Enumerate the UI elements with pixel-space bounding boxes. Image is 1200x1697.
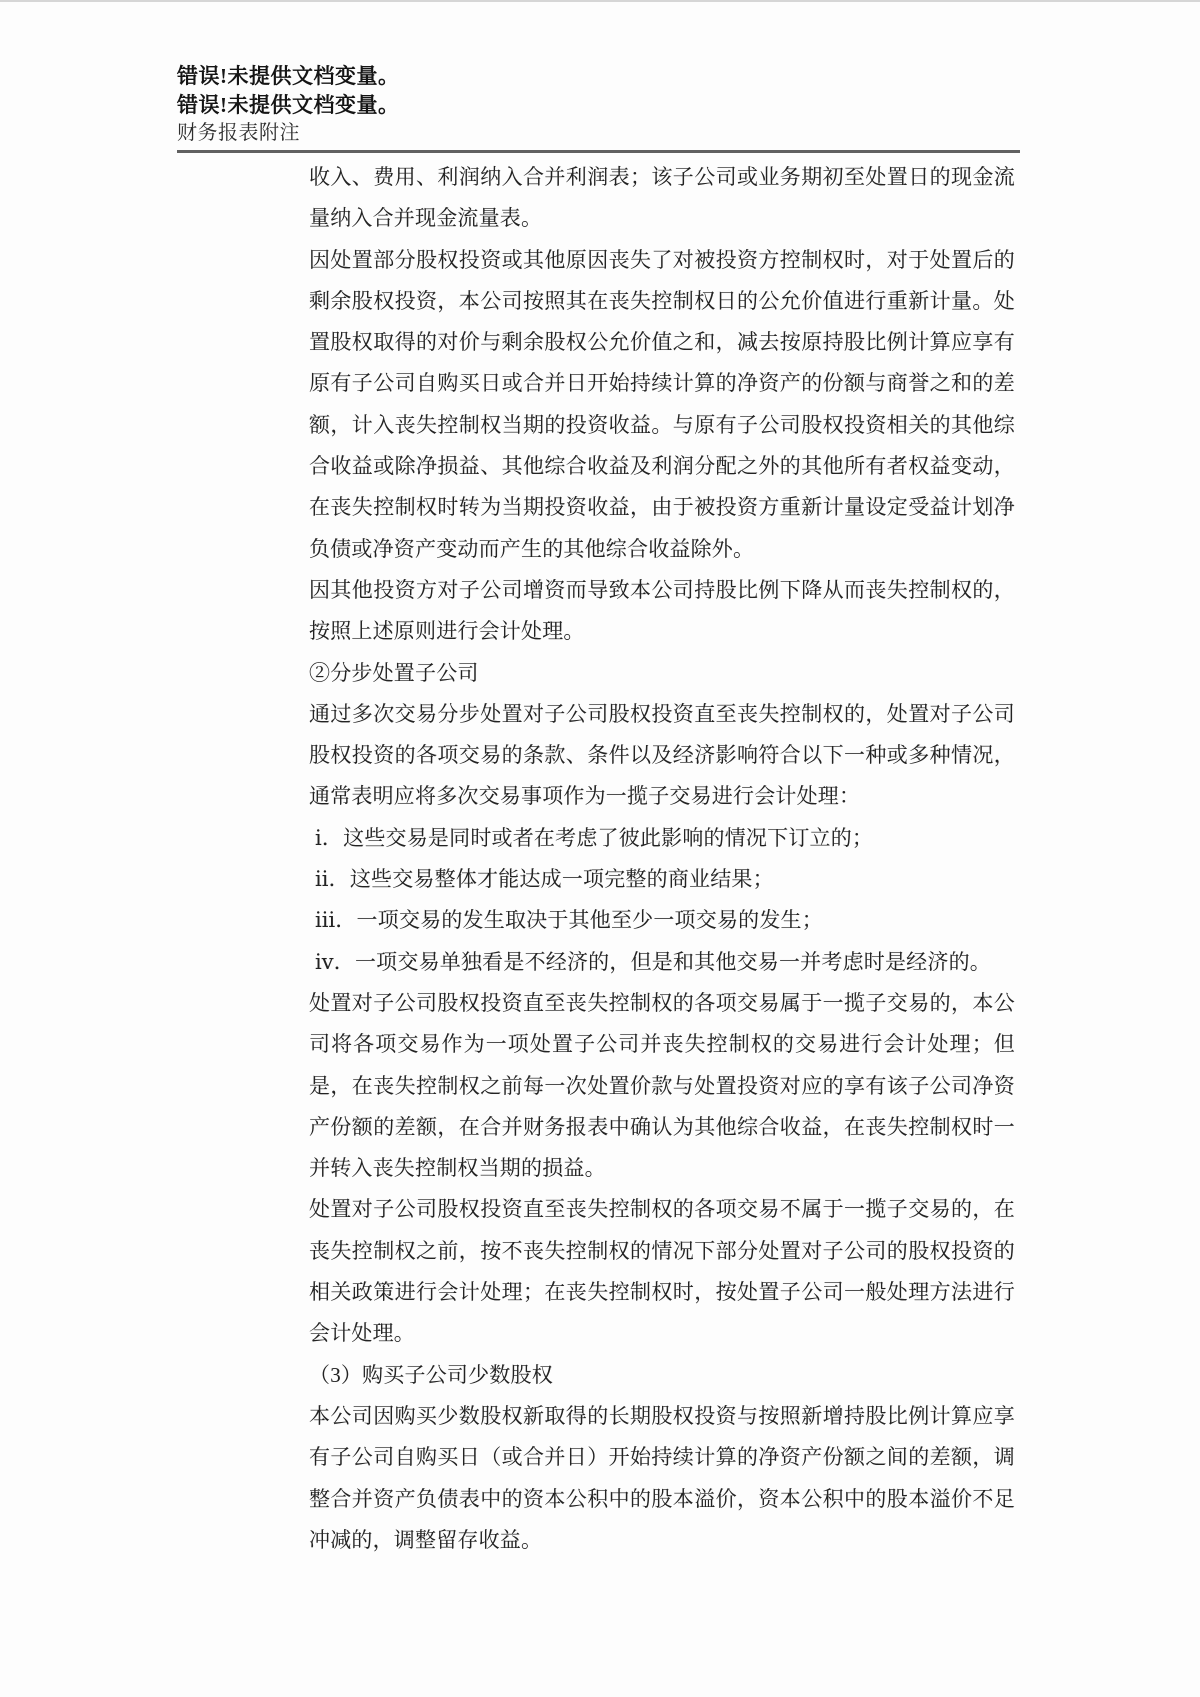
paragraph-package-transaction: 处置对子公司股权投资直至丧失控制权的各项交易属于一揽子交易的，本公司将各项交易作为一项处置子公司并丧失控制权的交易进行会计处理；但是，在丧失控制权之前每一次处置价款与处置投资对应的享有该子公司净资产份额的差额，在合并财务报表中确认为其他综合收益，在丧失控制权时一并转入丧失控制权当期的损益。: [309, 990, 1015, 1181]
list-item-iii: ⅲ．一项交易的发生取决于其他至少一项交易的发生；: [315, 908, 823, 933]
header-error-variable-line-2: 错误!未提供文档变量。: [177, 93, 400, 117]
document-body: [309, 157, 1015, 1561]
page-header: [177, 62, 1020, 153]
paragraph-income-consolidation: 收入、费用、利润纳入合并利润表；该子公司或业务期初至处置日的现金流量纳入合并现金流量表。: [309, 165, 1015, 231]
paragraph-loss-of-control: 因处置部分股权投资或其他原因丧失了对被投资方控制权时，对于处置后的剩余股权投资，本公司按照其在丧失控制权日的公允价值进行重新计量。处置股权取得的对价与剩余股权公允价值之和，减去按原持股比例计算应享有原有子公司自购买日或合并日开始持续计算的净资产的份额与商誉之和的差额，计入丧失控制权当期的投资收益。与原有子公司股权投资相关的其他综合收益或除净损益、其他综合收益及利润分配之外的其他所有者权益变动，在丧失控制权时转为当期投资收益，由于被投资方重新计量设定受益计划净负债或净资产变动而产生的其他综合收益除外。: [309, 247, 1015, 561]
subheading-stepwise-disposal: ②分步处置子公司: [309, 660, 479, 685]
paragraph-non-package-transaction: 处置对子公司股权投资直至丧失控制权的各项交易不属于一揽子交易的，在丧失控制权之前，按不丧失控制权的情况下部分处置对子公司的股权投资的相关政策进行会计处理；在丧失控制权时，按处置子公司一般处理方法进行会计处理。: [309, 1197, 1015, 1346]
list-item-ii: ⅱ．这些交易整体才能达成一项完整的商业结果；: [315, 867, 774, 892]
paragraph-minority-interest-purchase: 本公司因购买少数股权新取得的长期股权投资与按照新增持股比例计算应享有子公司自购买日（或合并日）开始持续计算的净资产份额之间的差额，调整合并资产负债表中的资本公积中的股本溢价，资本公积中的股本溢价不足冲减的，调整留存收益。: [309, 1403, 1015, 1552]
header-section-title: 财务报表附注: [177, 122, 300, 144]
list-item-i: ⅰ．这些交易是同时或者在考虑了彼此影响的情况下订立的；: [315, 825, 874, 850]
paragraph-multiple-transactions: 通过多次交易分步处置对子公司股权投资直至丧失控制权的，处置对子公司股权投资的各项交易的条款、条件以及经济影响符合以下一种或多种情况，通常表明应将多次交易事项作为一揽子交易进行会计处理：: [309, 701, 1015, 809]
subheading-minority-interest-purchase: （3）购买子公司少数股权: [309, 1362, 553, 1387]
header-error-variable-line-1: 错误!未提供文档变量。: [177, 64, 400, 88]
list-item-iv: ⅳ．一项交易单独看是不经济的，但是和其他交易一并考虑时是经济的。: [315, 949, 991, 974]
paragraph-capital-increase-dilution: 因其他投资方对子公司增资而导致本公司持股比例下降从而丧失控制权的，按照上述原则进行会计处理。: [309, 577, 1015, 644]
header-rule: [177, 150, 1020, 153]
